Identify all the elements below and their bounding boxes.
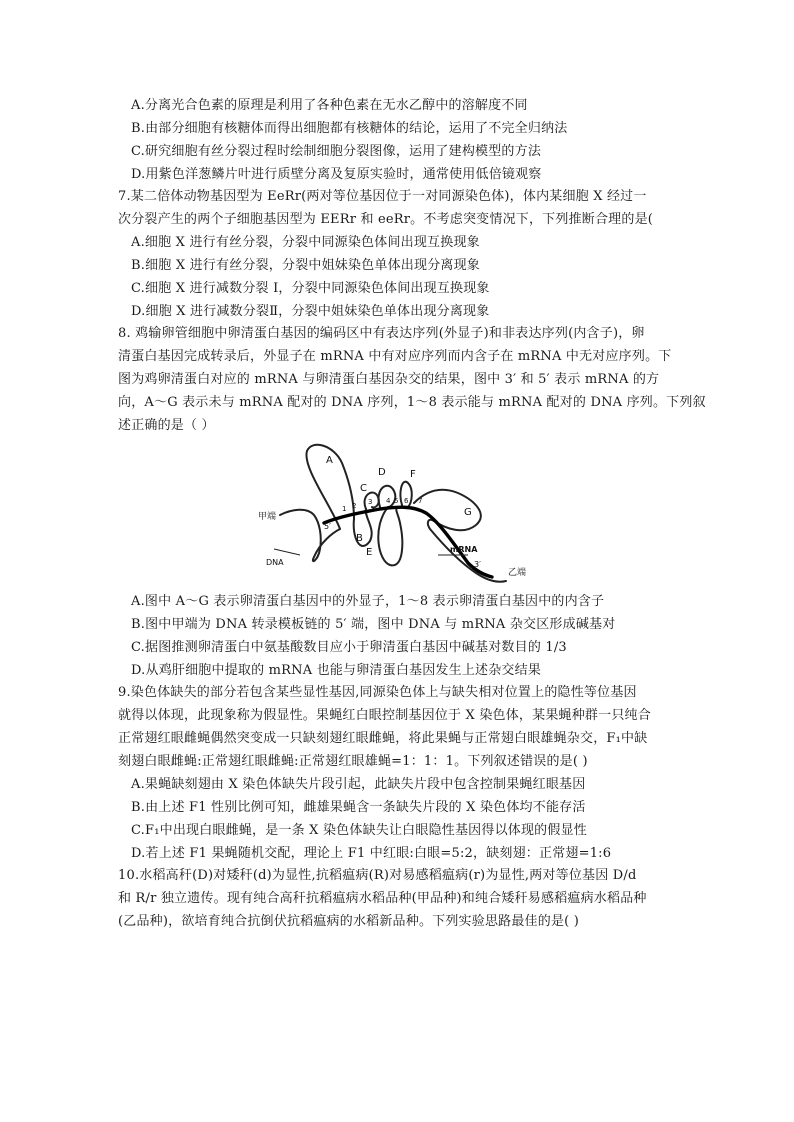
loop-label-g: G [464,507,472,518]
q8-option-a: A.图中 A～G 表示卵清蛋白基因中的外显子，1～8 表示卵清蛋白基因中的内含子 [131,594,605,609]
q6-option-a: A.分离光合色素的原理是利用了各种色素在无水乙醇中的溶解度不同 [131,98,528,113]
pair-label-7: 7 [418,497,423,505]
mrna-label: mRNA [450,545,478,554]
q7-option-a: A.细胞 X 进行有丝分裂，分裂中同源染色体间出现互换现象 [131,235,480,250]
q9-option-c: C.F₁中出现白眼雌蝇，是一条 X 染色体缺失让白眼隐性基因得以体现的假显性 [131,823,587,838]
dna-leader-line [274,549,300,555]
q9-option-d: D.若上述 F1 果蝇随机交配，理论上 F1 中红眼:白眼=5:2，缺刻翅：正常翅=1:6 [131,846,612,861]
q7-stem-line: 7.某二倍体动物基因型为 EeRr(两对等位基因位于一对同源染色体)，体内某细胞 X 经过一 [118,189,647,204]
q8-stem-line: 图为鸡卵清蛋白对应的 mRNA 与卵清蛋白基因杂交的结果，图中 3′ 和 5′ 表示 mRNA 的方 [118,372,660,387]
loop-label-b: B [356,533,363,544]
q8-stem-line: 向，A～G 表示未与 mRNA 配对的 DNA 序列，1～8 表示能与 mRNA 配对的 DNA 序列。下列叙 [118,395,706,410]
q7-option-d: D.细胞 X 进行减数分裂Ⅱ，分裂中姐妹染色单体出现分离现象 [131,304,490,319]
loop-label-f: F [410,469,416,480]
three-prime-label: 3′ [474,560,481,569]
q9-stem-line: 9.染色体缺失的部分若包含某些显性基因,同源染色体上与缺失相对位置上的隐性等位基因 [118,685,637,700]
q9-stem-line: 正常翅红眼雌蝇偶然突变成一只缺刻翅红眼雌蝇，将此果蝇与正常翅白眼雄蝇杂交，F₁中缺 [118,731,648,746]
pair-label-1: 1 [342,505,347,513]
pair-label-4: 4 [386,497,391,505]
loop-label-a: A [326,455,333,466]
q10-stem-line: (乙品种)，欲培育纯合抗倒伏抗稻瘟病的水稻新品种。下列实验思路最佳的是( ) [118,914,580,929]
q10-stem-line: 10.水稻高秆(D)对矮秆(d)为显性,抗稻瘟病(R)对易感稻瘟病(r)为显性,两对等位基因 D/d [118,868,637,883]
q9-stem-line: 刻翅白眼雌蝇:正常翅红眼雌蝇:正常翅红眼雄蝇=1：1：1。下列叙述错误的是( ) [118,754,588,769]
q7-option-c: C.细胞 X 进行减数分裂 I，分裂中同源染色体间出现互换现象 [131,281,490,296]
loop-label-e: E [366,547,373,558]
q7-option-b: B.细胞 X 进行有丝分裂，分裂中姐妹染色单体出现分离现象 [131,258,481,273]
q6-option-c: C.研究细胞有丝分裂过程时绘制细胞分裂图像，运用了建构模型的方法 [131,144,542,159]
q9-option-b: B.由上述 F1 性别比例可知，雌雄果蝇含一条缺失片段的 X 染色体均不能存活 [131,800,586,815]
dna-strand [280,445,506,582]
q8-stem-line: 清蛋白基因完成转录后，外显子在 mRNA 中有对应序列而内含子在 mRNA 中无对应序列。下 [118,349,672,364]
q9-option-a: A.果蝇缺刻翅由 X 染色体缺失片段引起，此缺失片段中包含控制果蝇红眼基因 [131,777,586,792]
loop-label-c: C [360,483,367,494]
pair-label-3: 3 [368,498,373,506]
q8-option-c: C.据图推测卵清蛋白中氨基酸数目应小于卵清蛋白基因中碱基对数目的 1/3 [131,640,567,655]
q8-stem-line: 述正确的是（ ） [118,418,215,433]
q7-stem-line: 次分裂产生的两个子细胞基因型为 EERr 和 eeRr。不考虑突变情况下，下列推断合理的是( [118,212,654,227]
q9-stem-line: 就得以体现，此现象称为假显性。果蝇红白眼控制基因位于 X 染色体，某果蝇种群一只纯合 [118,708,651,723]
pair-label-2: 2 [352,502,357,510]
five-prime-label: 5′ [324,522,331,531]
q10-stem-line: 和 R/r 独立遗传。现有纯合高秆抗稻瘟病水稻品种(甲品种)和纯合矮秆易感稻瘟病水稻品种 [118,891,647,906]
q8-option-b: B.图中甲端为 DNA 转录模板链的 5′ 端，图中 DNA 与 mRNA 杂交区形成碱基对 [131,617,616,632]
dna-label: DNA [266,558,284,567]
q8-stem-line: 8. 鸡输卵管细胞中卵清蛋白基因的编码区中有表达序列(外显子)和非表达序列(内含子)，卵 [118,326,645,341]
loop-label-d: D [378,467,386,478]
hybridization-figure [258,437,527,587]
end-label-right: 乙端 [508,568,527,578]
q6-option-b: B.由部分细胞有核糖体而得出细胞都有核糖体的结论，运用了不完全归纳法 [131,121,568,136]
q6-option-d: D.用紫色洋葱鳞片叶进行质壁分离及复原实验时，通常使用低倍镜观察 [131,167,542,182]
end-label-left: 甲端 [258,512,277,522]
q8-option-d: D.从鸡肝细胞中提取的 mRNA 也能与卵清蛋白基因发生上述杂交结果 [131,663,542,678]
pair-label-6: 6 [404,497,409,505]
pair-label-5: 5 [394,497,399,505]
